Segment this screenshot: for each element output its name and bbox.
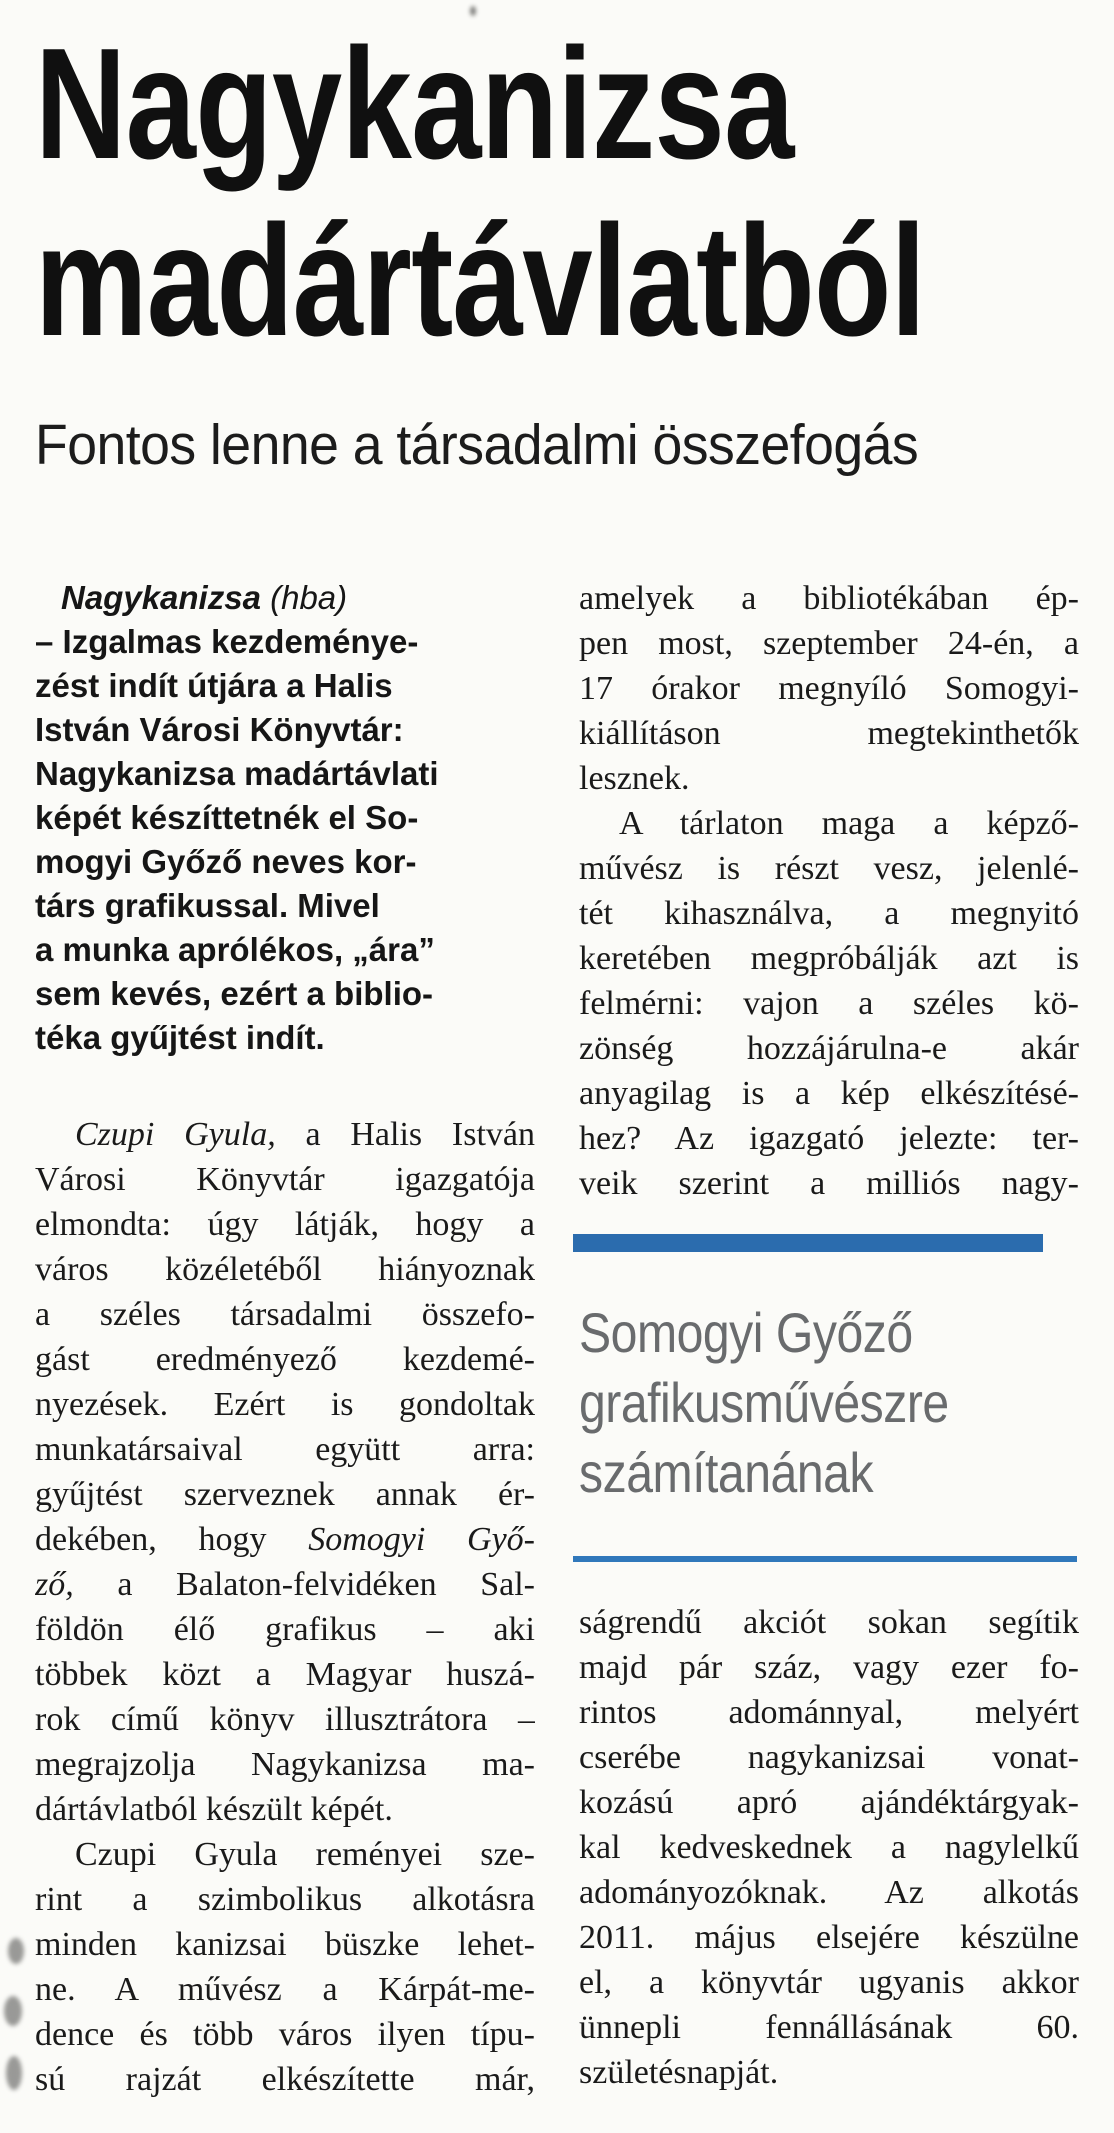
text-segment: földön élő grafikus – aki bbox=[35, 1611, 535, 1648]
text-segment: Nagykanizsa madártávlati bbox=[35, 755, 439, 792]
body-line bbox=[35, 1517, 535, 1562]
text-segment: társ grafikussal. Mivel bbox=[35, 887, 380, 924]
text-segment: munkatársaival együtt arra: bbox=[35, 1431, 535, 1468]
body-line bbox=[579, 1825, 1079, 1870]
text-segment: dekében, hogy bbox=[35, 1521, 309, 1558]
lead-line bbox=[35, 664, 535, 708]
body-line bbox=[35, 2012, 535, 2057]
text-segment: minden kanizsai büszke lehet- bbox=[35, 1926, 535, 1963]
text-segment: A tárlaton maga a képző- bbox=[619, 805, 1079, 842]
lead-line bbox=[35, 840, 535, 884]
text-segment: sem kevés, ezért a biblio- bbox=[35, 975, 434, 1012]
text-segment: sú rajzát elkészítette már, bbox=[35, 2061, 535, 2098]
body-paragraph-block bbox=[35, 1112, 535, 2102]
body-line bbox=[579, 711, 1079, 756]
text-segment: rint a szimbolikus alkotásra bbox=[35, 1881, 535, 1918]
body-paragraph-block bbox=[579, 576, 1079, 1206]
text-segment: (hba) bbox=[270, 579, 348, 616]
body-line bbox=[579, 981, 1079, 1026]
text-segment: pen most, szeptember 24-én, a bbox=[579, 625, 1079, 662]
lead-line bbox=[35, 928, 535, 972]
text-segment: megrajzolja Nagykanizsa ma- bbox=[35, 1746, 535, 1783]
text-segment: kozású apró ajándéktárgyak- bbox=[579, 1784, 1079, 1821]
text-segment: téka gyűjtést indít. bbox=[35, 1019, 325, 1056]
text-segment: lesznek. bbox=[579, 760, 690, 797]
text-segment: a Balaton-felvidéken Sal- bbox=[73, 1566, 535, 1603]
body-line bbox=[35, 1427, 535, 1472]
lead-line bbox=[35, 796, 535, 840]
pull-quote-line: Somogyi Győző bbox=[579, 1301, 913, 1364]
text-segment: ne. A művész a Kárpát-me- bbox=[35, 1971, 535, 2008]
text-segment: Városi Könyvtár igazgatója bbox=[35, 1161, 535, 1198]
article-column-1 bbox=[35, 576, 535, 2102]
body-line bbox=[579, 1161, 1079, 1206]
body-line bbox=[35, 1787, 535, 1832]
text-segment: gyűjtést szerveznek annak ér- bbox=[35, 1476, 535, 1513]
text-segment: a széles társadalmi összefo- bbox=[35, 1296, 535, 1333]
body-line bbox=[579, 2005, 1079, 2050]
lead-line bbox=[35, 972, 535, 1016]
body-line bbox=[579, 1116, 1079, 1161]
text-segment: zönség hozzájárulna-e akár bbox=[579, 1030, 1079, 1067]
text-segment: Czupi Gyula, bbox=[75, 1116, 276, 1153]
body-line bbox=[35, 1922, 535, 1967]
text-segment: város közéletéből hiányoznak bbox=[35, 1251, 535, 1288]
lead-line bbox=[35, 1016, 535, 1060]
lead-line bbox=[35, 576, 535, 620]
text-segment: nyezések. Ezért is gondoltak bbox=[35, 1386, 535, 1423]
scan-speck bbox=[470, 6, 476, 16]
body-line bbox=[579, 1915, 1079, 1960]
body-line bbox=[35, 1112, 535, 1157]
body-paragraph-block bbox=[579, 1600, 1079, 2095]
text-segment: dártávlatból készült képét. bbox=[35, 1791, 393, 1828]
text-segment: hez? Az igazgató jelezte: ter- bbox=[579, 1120, 1079, 1157]
text-segment: István Városi Könyvtár: bbox=[35, 711, 404, 748]
subheadline: Fontos lenne a társadalmi összefogás bbox=[35, 413, 919, 477]
text-segment: ző, bbox=[35, 1566, 74, 1603]
body-line bbox=[579, 1960, 1079, 2005]
body-line bbox=[579, 756, 1079, 801]
lead-line bbox=[35, 884, 535, 928]
text-segment: többek közt a Magyar huszá- bbox=[35, 1656, 535, 1693]
body-line bbox=[579, 846, 1079, 891]
text-segment: kal kedveskednek a nagylelkű bbox=[579, 1829, 1079, 1866]
body-line bbox=[579, 1690, 1079, 1735]
headline-line-1: Nagykanizsa bbox=[35, 16, 794, 192]
text-segment: felmérni: vajon a széles kö- bbox=[579, 985, 1079, 1022]
body-line bbox=[579, 1870, 1079, 1915]
scan-smudge bbox=[4, 1996, 22, 2026]
scan-smudge bbox=[8, 1938, 24, 1964]
body-line bbox=[579, 576, 1079, 621]
headline-line-2: madártávlatból bbox=[35, 193, 926, 369]
article-column-2 bbox=[579, 576, 1079, 2102]
lead-line bbox=[35, 708, 535, 752]
scan-smudge bbox=[6, 2056, 22, 2090]
body-line bbox=[35, 1472, 535, 1517]
text-segment: a munka aprólékos, „ára” bbox=[35, 931, 435, 968]
pull-quote bbox=[579, 1298, 1079, 1508]
divider-thick bbox=[573, 1234, 1043, 1252]
body-line bbox=[35, 1742, 535, 1787]
body-line bbox=[35, 1832, 535, 1877]
pull-quote-line: számítanának bbox=[579, 1441, 874, 1504]
body-line bbox=[35, 1697, 535, 1742]
text-segment: a Halis István bbox=[275, 1116, 535, 1153]
body-line bbox=[579, 891, 1079, 936]
lead-line bbox=[35, 620, 535, 664]
text-segment: ünnepli fennállásának 60. bbox=[579, 2009, 1079, 2046]
body-line bbox=[579, 1026, 1079, 1071]
text-segment: Somogyi Győ- bbox=[308, 1521, 535, 1558]
text-segment: mogyi Győző neves kor- bbox=[35, 843, 417, 880]
text-segment: Nagykanizsa bbox=[61, 579, 271, 616]
text-segment: cserébe nagykanizsai vonat- bbox=[579, 1739, 1079, 1776]
body-line bbox=[35, 1652, 535, 1697]
text-segment: dence és több város ilyen típu- bbox=[35, 2016, 535, 2053]
body-line bbox=[35, 1877, 535, 1922]
body-line bbox=[35, 1562, 535, 1607]
text-segment: – Izgalmas kezdeménye- bbox=[35, 623, 419, 660]
text-segment: elmondta: úgy látják, hogy a bbox=[35, 1206, 535, 1243]
text-segment: születésnapját. bbox=[579, 2054, 779, 2091]
text-segment: anyagilag is a kép elkészítésé- bbox=[579, 1075, 1079, 1112]
body-line bbox=[35, 1337, 535, 1382]
article-columns bbox=[35, 576, 1079, 2102]
body-line bbox=[579, 1600, 1079, 1645]
body-line bbox=[579, 1071, 1079, 1116]
body-line bbox=[579, 666, 1079, 711]
text-segment: 2011. május elsejére készülne bbox=[579, 1919, 1079, 1956]
text-segment: művész is részt vesz, jelenlé- bbox=[579, 850, 1079, 887]
text-segment: Czupi Gyula reményei sze- bbox=[75, 1836, 535, 1873]
body-line bbox=[35, 1157, 535, 1202]
text-segment: 17 órakor megnyíló Somogyi- bbox=[579, 670, 1079, 707]
pull-quote-line: grafikusművészre bbox=[579, 1371, 949, 1434]
text-segment: rintos adománnyal, melyért bbox=[579, 1694, 1079, 1731]
body-line bbox=[35, 1247, 535, 1292]
text-segment: adományozóknak. Az alkotás bbox=[579, 1874, 1079, 1911]
body-line bbox=[579, 2050, 1079, 2095]
body-line bbox=[35, 1202, 535, 1247]
body-line bbox=[35, 1607, 535, 1652]
text-segment: veik szerint a milliós nagy- bbox=[579, 1165, 1079, 1202]
body-line bbox=[579, 801, 1079, 846]
text-segment: gást eredményező kezdemé- bbox=[35, 1341, 535, 1378]
text-segment: kiállításon megtekinthetők bbox=[579, 715, 1079, 752]
text-segment: tét kihasználva, a megnyitó bbox=[579, 895, 1079, 932]
body-line bbox=[579, 1645, 1079, 1690]
body-line bbox=[35, 2057, 535, 2102]
text-segment: keretében megpróbálják azt is bbox=[579, 940, 1079, 977]
body-line bbox=[579, 936, 1079, 981]
body-line bbox=[579, 1735, 1079, 1780]
text-segment: el, a könyvtár ugyanis akkor bbox=[579, 1964, 1079, 2001]
lead-line bbox=[35, 752, 535, 796]
text-segment: majd pár száz, vagy ezer fo- bbox=[579, 1649, 1079, 1686]
text-segment: amelyek a bibliotékában ép- bbox=[579, 580, 1079, 617]
text-segment: rok című könyv illusztrátora – bbox=[35, 1701, 535, 1738]
body-line bbox=[35, 1967, 535, 2012]
text-segment: ságrendű akciót sokan segítik bbox=[579, 1604, 1079, 1641]
lead-paragraph-block bbox=[35, 576, 535, 1060]
text-segment: zést indít útjára a Halis bbox=[35, 667, 393, 704]
body-line bbox=[579, 621, 1079, 666]
body-line bbox=[35, 1382, 535, 1427]
body-line bbox=[35, 1292, 535, 1337]
body-line bbox=[579, 1780, 1079, 1825]
divider-thin bbox=[573, 1556, 1077, 1562]
text-segment: képét készíttetnék el So- bbox=[35, 799, 419, 836]
headline bbox=[35, 16, 1079, 370]
